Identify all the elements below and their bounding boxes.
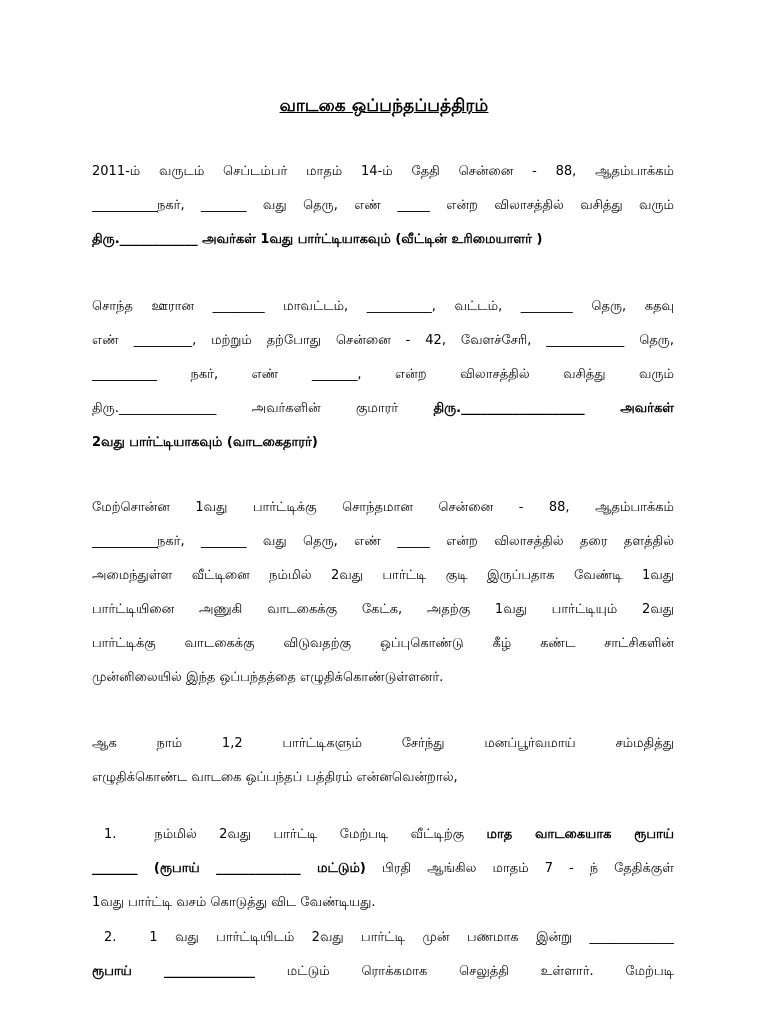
text-line: சொந்த ஊரான ________ மாவட்டம், __________, வட்டம், ________ தெரு, கதவு xyxy=(92,299,674,314)
text-line: பார்ட்டியினை அணுகி வாடகைக்கு கேட்க, அதற்கு 1வது பார்ட்டியும் 2வது xyxy=(92,602,674,617)
text-line-start: 1 வது பார்ட்டியிடம் 2வது பார்ட்டி முன் பணமாக இன்று _____________ xyxy=(149,930,674,945)
item-number: 1. xyxy=(104,827,117,842)
text-line-bold: மாத வாடகையாக ரூபாய் xyxy=(486,827,674,842)
text-line: __________நகர், _______ வது தெரு, எண் _____ என்ற விலாசத்தில் தரை தளத்தில் xyxy=(92,534,674,549)
text-line-bold: _______ (ரூபாய் _____________ மட்டும்) xyxy=(92,861,366,876)
text-line: __________நகர், _______ வது தெரு, எண் _____ என்ற விலாசத்தில் வசித்து வரும் xyxy=(92,198,674,213)
text-line-end: மட்டும் ரொக்கமாக செலுத்தி உள்ளார். மேற்படி xyxy=(286,964,674,979)
text-line: __________ நகர், எண் _______, என்ற விலாசத்தில் வசித்து வரும் xyxy=(92,367,674,382)
item-number: 2. xyxy=(104,930,117,945)
list-item xyxy=(92,928,674,996)
text-line xyxy=(92,928,674,962)
text-line: 2வது பார்ட்டியாகவும் (வாடகைதாரர்) xyxy=(92,435,318,450)
text-line: முன்னிலையில் இந்த ஒப்பந்தத்தை எழுதிக்கொண்டுள்ளனர். xyxy=(92,670,444,685)
text-line: 2011-ம் வருடம் செப்டம்பர் மாதம் 14-ம் தேதி சென்னை - 88, ஆதம்பாக்கம் xyxy=(92,164,674,179)
text-line: திரு.____________ அவர்கள் 1வது பார்ட்டியாகவும் (வீட்டின் உரிமையாளர் ) xyxy=(92,232,543,247)
text-line: எழுதிக்கொண்ட வாடகை ஒப்பந்தப் பத்திரம் என்னவென்றால், xyxy=(92,770,458,785)
text-line-bold: ரூபாய் ______________ xyxy=(92,964,255,979)
text-line xyxy=(92,859,674,893)
text-line-start: நம்மில் 2வது பார்ட்டி மேற்படி வீட்டிற்கு xyxy=(154,827,487,842)
text-line: அமைந்துள்ள வீட்டினை நம்மில் 2வது பார்ட்டி குடி இருப்பதாக வேண்டி 1வது xyxy=(92,568,674,583)
text-line-start: திரு._______________ அவர்களின் குமாரர் xyxy=(92,401,434,416)
text-line xyxy=(92,399,674,433)
paragraph-property xyxy=(92,498,674,702)
paragraph-second-party xyxy=(92,297,674,467)
list-item xyxy=(92,825,674,927)
text-line xyxy=(92,825,674,859)
text-line: ஆக நாம் 1,2 பார்ட்டிகளும் சேர்ந்து மனப்பூர்வமாய் சம்மதித்து xyxy=(92,736,674,751)
document-title: வாடகை ஒப்பந்தப்பத்திரம் xyxy=(279,96,489,116)
text-line: மேற்சொன்ன 1வது பார்ட்டிக்கு சொந்தமான சென்னை - 88, ஆதம்பாக்கம் xyxy=(92,500,674,515)
text-line: எண் _________, மற்றும் தற்போது சென்னை - 42, வேளச்சேரி, ____________ தெரு, xyxy=(92,333,674,348)
text-line xyxy=(92,962,674,996)
paragraph-first-party xyxy=(92,162,674,264)
text-line-end: பிரதி ஆங்கில மாதம் 7 - ந் தேதிக்குள் xyxy=(381,861,674,876)
text-line: 1வது பார்ட்டி வசம் கொடுத்து விட வேண்டியது. xyxy=(92,895,376,910)
text-line-bold: திரு.___________________ அவர்கள் xyxy=(433,401,674,416)
paragraph-agreement-intro xyxy=(92,734,674,802)
text-line: பார்ட்டிக்கு வாடகைக்கு விடுவதற்கு ஒப்புகொண்டு கீழ் கண்ட சாட்சிகளின் xyxy=(92,636,674,651)
